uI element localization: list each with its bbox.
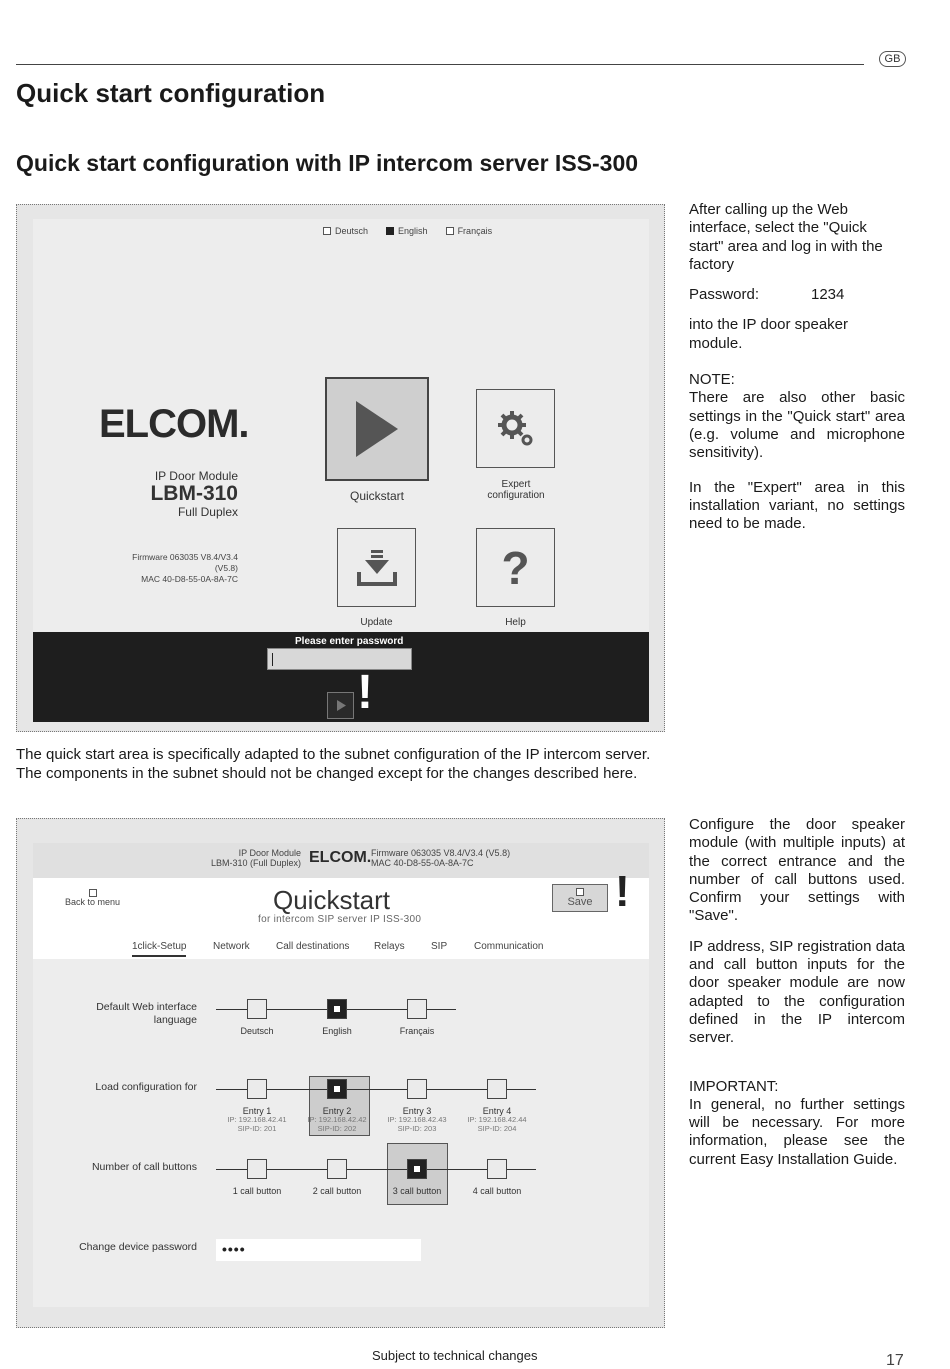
quickstart-screen xyxy=(33,843,649,1307)
language-badge: GB xyxy=(879,51,906,67)
password-bar xyxy=(33,632,649,722)
entry-3-info: Entry 3 IP: 192.168.42.43 SIP-ID: 203 xyxy=(387,1106,447,1133)
tab-1click-setup[interactable]: 1click-Setup xyxy=(132,941,186,957)
firmware-info: Firmware 063035 V8.4/V3.4 (V5.8) MAC 40-D8-55-0A-8A-7C xyxy=(132,552,238,584)
lang-option-english[interactable]: English xyxy=(386,226,428,236)
expert-label: Expert configuration xyxy=(487,479,545,501)
call-button-label: 3 call button xyxy=(392,1186,442,1196)
model-info: IP Door Module LBM-310 Full Duplex xyxy=(150,469,238,519)
login-button[interactable] xyxy=(327,692,354,719)
tab-communication[interactable]: Communication xyxy=(474,941,544,952)
checkbox-icon xyxy=(323,227,331,235)
buttons-row-label: Number of call buttons xyxy=(91,1161,197,1173)
quickstart-label: Quickstart xyxy=(349,489,404,503)
checkbox-icon xyxy=(446,227,454,235)
firmware-info-2: Firmware 063035 V8.4/V3.4 (V5.8) MAC 40-D8-55-0A-8A-7C xyxy=(371,848,511,868)
footer-note: Subject to technical changes xyxy=(372,1348,538,1363)
download-icon xyxy=(355,548,399,588)
call-button-3-option[interactable] xyxy=(407,1159,427,1179)
checkbox-icon xyxy=(576,888,584,896)
checkbox-icon xyxy=(89,889,97,897)
expert-tile[interactable] xyxy=(476,389,555,468)
page-title: Quick start configuration xyxy=(16,78,326,108)
pwd-row-label: Change device password xyxy=(79,1241,197,1253)
gears-icon xyxy=(496,409,536,449)
elcom-logo: ELCOM. xyxy=(99,402,249,446)
entry-1-info: Entry 1 IP: 192.168.42.41 SIP-ID: 201 xyxy=(227,1106,287,1133)
tab-call-destinations[interactable]: Call destinations xyxy=(276,941,350,952)
entry-3-option[interactable] xyxy=(407,1079,427,1099)
lang-option-label: Français xyxy=(399,1026,435,1036)
checkbox-checked-icon xyxy=(386,227,394,235)
call-button-4-option[interactable] xyxy=(487,1159,507,1179)
help-tile[interactable] xyxy=(476,528,555,607)
tab-bar xyxy=(33,939,649,959)
tab-network[interactable]: Network xyxy=(213,941,250,952)
call-button-label: 1 call button xyxy=(232,1186,282,1196)
lang-option-label: English xyxy=(322,1026,352,1036)
quickstart-title: Quickstart xyxy=(273,885,391,915)
language-selector xyxy=(323,226,492,236)
lang-option-deutsch[interactable]: Deutsch xyxy=(323,226,368,236)
device-header xyxy=(33,843,649,878)
tab-relays[interactable]: Relays xyxy=(374,941,405,952)
lang-row-label: Default Web interface language xyxy=(96,1001,197,1026)
config-row-label: Load configuration for xyxy=(95,1081,197,1093)
back-to-menu-button[interactable]: Back to menu xyxy=(65,889,120,907)
call-button-label: 2 call button xyxy=(312,1186,362,1196)
lang-option-english[interactable] xyxy=(327,999,347,1019)
lang-option-deutsch[interactable] xyxy=(247,999,267,1019)
update-tile[interactable] xyxy=(337,528,416,607)
question-icon: ? xyxy=(501,541,530,594)
entry-2-info: Entry 2 IP: 192.168.42.42 SIP-ID: 202 xyxy=(307,1106,367,1133)
password-info: Password: 1234 xyxy=(689,286,845,304)
side-text-1: After calling up the Web interface, select the "Quick start" area and log in with the factory Password: 1234 into the IP door speaker module. NOTE: There are also other basic settings in the "Quick start" area (e.g. volume and microphone sensitivity). In the "Expert" area in this installation variant, no settings need to be made. xyxy=(689,201,905,533)
alert-icon: ! xyxy=(615,867,630,916)
section-title: Quick start configuration with IP intercom server ISS-300 xyxy=(16,150,639,176)
tab-sip[interactable]: SIP xyxy=(431,941,448,952)
save-button[interactable]: Save xyxy=(552,884,608,912)
elcom-logo-small: ELCOM. xyxy=(309,849,372,866)
alert-icon: ! xyxy=(357,666,373,719)
quickstart-subtitle: for intercom SIP server IP ISS-300 xyxy=(258,914,422,925)
entry-2-option[interactable] xyxy=(327,1079,347,1099)
call-button-1-option[interactable] xyxy=(247,1159,267,1179)
entry-1-option[interactable] xyxy=(247,1079,267,1099)
lang-option-francais[interactable] xyxy=(407,999,427,1019)
login-screenshot xyxy=(16,204,665,732)
help-label: Help xyxy=(505,617,526,628)
play-icon xyxy=(352,399,402,459)
device-password-input[interactable]: •••• xyxy=(216,1239,421,1261)
side-text-2: Configure the door speaker module (with multiple inputs) at the correct entrance and the number of call buttons used. Confirm your settings with "Save". IP address, SIP registration data and call button inputs for the door speaker module are now adapted to the configuration defined in the IP intercom server. IMPORTANT: In general, no further settings will be necessary. For more information, please see the current Easy Installation Guide. xyxy=(689,816,905,1168)
password-prompt: Please enter password xyxy=(295,636,404,647)
call-button-2-option[interactable] xyxy=(327,1159,347,1179)
play-small-icon xyxy=(328,693,353,718)
caption: The quick start area is specifically adapted to the subnet configuration of the IP intercom server. The components in the subnet should not be changed except for the changes described here. xyxy=(16,746,651,782)
entry-4-info: Entry 4 IP: 192.168.42.44 SIP-ID: 204 xyxy=(467,1106,527,1133)
quickstart-screenshot xyxy=(16,818,665,1328)
page-number: 17 xyxy=(886,1352,904,1369)
lang-option-francais[interactable]: Français xyxy=(446,226,493,236)
top-rule xyxy=(16,64,864,65)
update-label: Update xyxy=(360,617,393,628)
lang-option-label: Deutsch xyxy=(240,1026,274,1036)
call-button-label: 4 call button xyxy=(472,1186,522,1196)
password-input[interactable] xyxy=(267,648,412,670)
quickstart-tile[interactable] xyxy=(325,377,429,481)
entry-4-option[interactable] xyxy=(487,1079,507,1099)
module-info: IP Door Module LBM-310 (Full Duplex) xyxy=(210,848,301,868)
login-screen xyxy=(33,219,649,722)
